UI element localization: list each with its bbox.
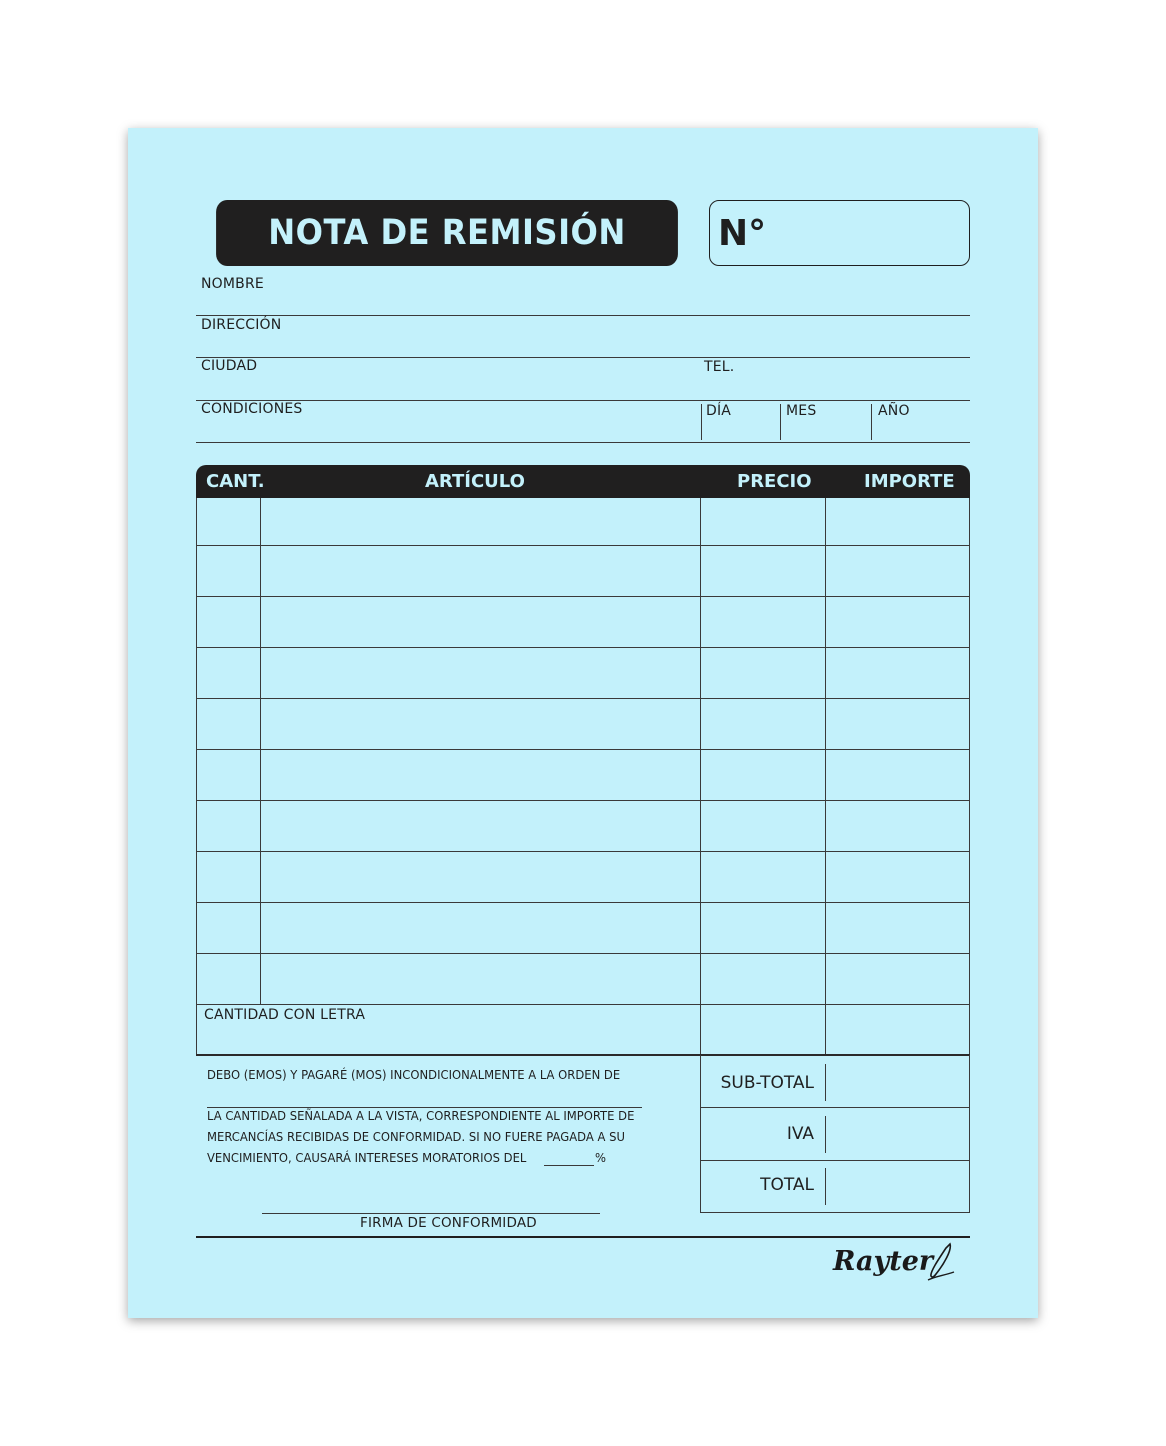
promissory-line-4: VENCIMIENTO, CAUSARÁ INTERESES MORATORIOS DEL [207, 1150, 527, 1165]
address-label: DIRECCIÓN [201, 317, 282, 333]
month-label: MES [786, 403, 817, 419]
brand-logo: Rayter [833, 1246, 934, 1277]
total-label: TOTAL [760, 1175, 814, 1195]
city-label: CIUDAD [201, 358, 258, 374]
conditions-label: CONDICIONES [201, 401, 303, 417]
year-label: AÑO [878, 403, 910, 419]
name-label: NOMBRE [201, 276, 264, 292]
remission-note-form [128, 128, 1038, 1318]
subtotal-label: SUB-TOTAL [720, 1073, 814, 1093]
folio-number-label: N° [718, 213, 767, 254]
phone-label: TEL. [704, 359, 735, 375]
day-label: DÍA [706, 403, 732, 419]
interest-percent: % [595, 1150, 607, 1165]
column-quantity: CANT. [206, 471, 265, 492]
promissory-line-2: LA CANTIDAD SEÑALADA A LA VISTA, CORRESPONDIENTE AL IMPORTE DE [207, 1108, 635, 1123]
promissory-line-1: DEBO (EMOS) Y PAGARÉ (MOS) INCONDICIONALMENTE A LA ORDEN DE [207, 1067, 621, 1082]
column-price: PRECIO [737, 471, 812, 492]
iva-label: IVA [786, 1124, 814, 1144]
signature-label: FIRMA DE CONFORMIDAD [360, 1215, 537, 1231]
promissory-line-3: MERCANCÍAS RECIBIDAS DE CONFORMIDAD. SI NO FUERE PAGADA A SU [207, 1129, 625, 1144]
amount-in-words-label: CANTIDAD CON LETRA [204, 1007, 366, 1023]
column-article: ARTÍCULO [425, 471, 525, 492]
pen-icon [926, 1242, 958, 1282]
column-amount: IMPORTE [864, 471, 955, 492]
form-title: NOTA DE REMISIÓN [216, 200, 678, 266]
